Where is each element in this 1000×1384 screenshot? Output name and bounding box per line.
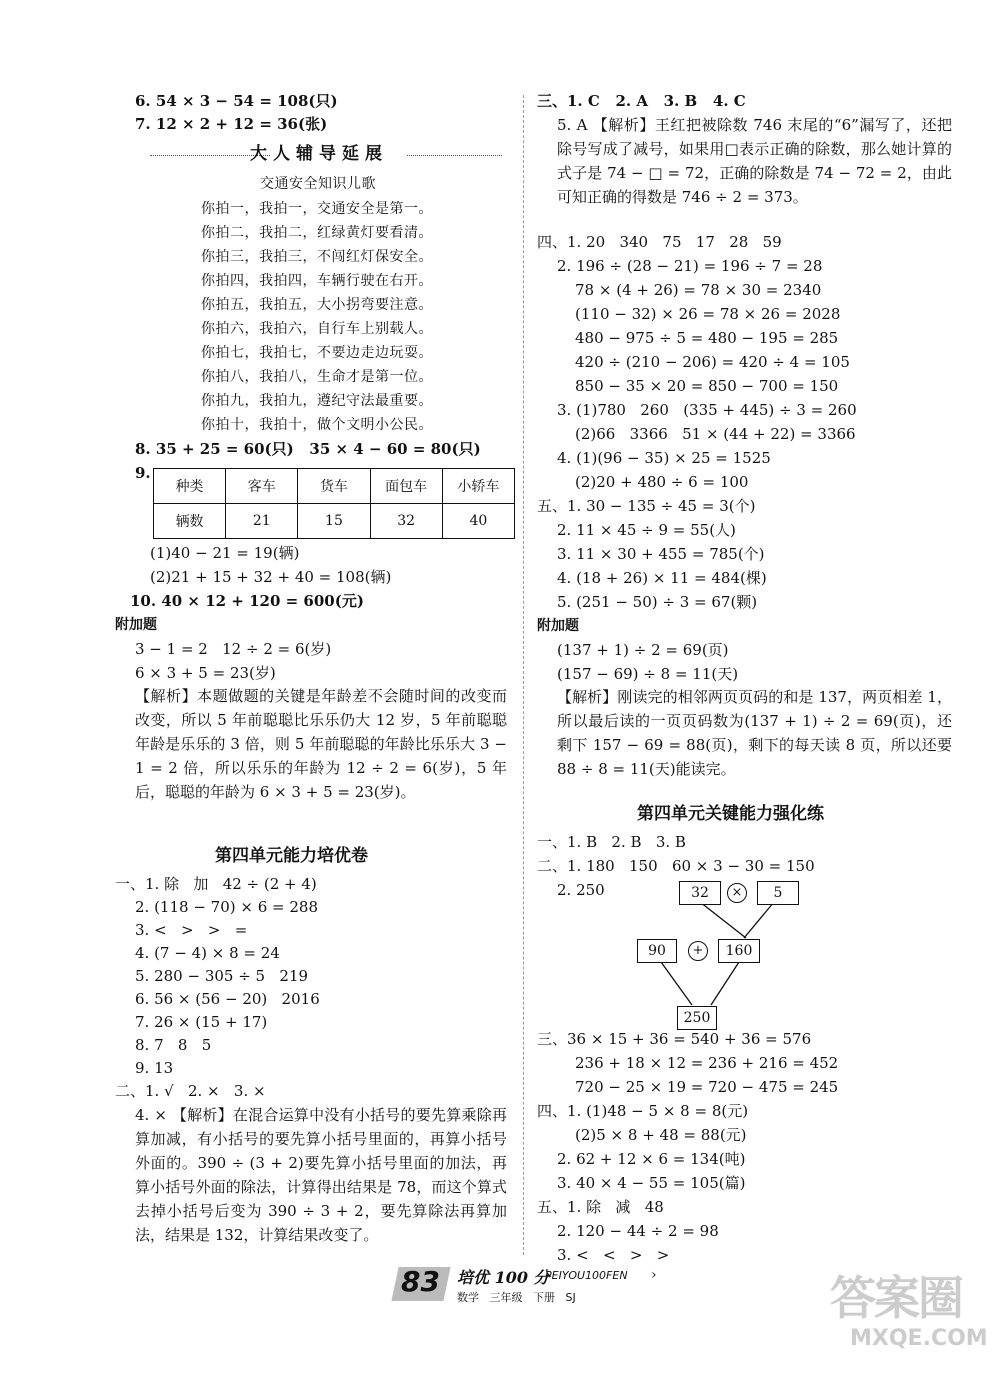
r-line: (157 − 69) ÷ 8 = 11(天): [557, 665, 739, 683]
watermark: [820, 1262, 988, 1372]
answer-7: 7. 12 × 2 + 12 = 36(张): [135, 115, 328, 133]
table-cell: 15: [298, 504, 370, 539]
q-line: 五、1. 除 减 48: [537, 1198, 664, 1216]
poem-line: 你拍一，我拍一，交通安全是第一。: [201, 201, 433, 217]
poem-line: 你拍九，我拍九，遵纪守法最重要。: [201, 393, 433, 409]
s2-line: 二、1. √ 2. × 3. ×: [115, 1082, 266, 1100]
section-title: 第四单元关键能力强化练: [637, 804, 824, 824]
extra-title: 附加题: [537, 618, 579, 634]
answer-9-1: (1)40 − 21 = 19(辆): [150, 544, 300, 562]
table-row: [154, 469, 515, 504]
r-line: (2)66 3366 51 × (44 + 22) = 3366: [575, 425, 856, 443]
q-line: 一、1. B 2. B 3. B: [537, 833, 686, 851]
table-cell: 21: [226, 504, 298, 539]
r-line: 3. 11 × 30 + 455 = 785(个): [557, 545, 765, 563]
operation-diagram: [632, 880, 832, 1030]
s2-line: 8. 7 8 5: [135, 1036, 212, 1054]
table-header: 货车: [298, 469, 370, 504]
q-line: 四、1. (1)48 − 5 × 8 = 8(元): [537, 1102, 749, 1120]
table-cell: 32: [370, 504, 442, 539]
q-line: 720 − 25 × 19 = 720 − 475 = 245: [575, 1078, 839, 1096]
answer-8: 8. 35 + 25 = 60(只) 35 × 4 − 60 = 80(只): [135, 440, 481, 458]
extra-title: 附加题: [115, 617, 157, 633]
r-line: 850 − 35 × 20 = 850 − 700 = 150: [575, 377, 839, 395]
s2-explanation: 4. × 【解析】在混合运算中没有小括号的要先算乘除再算加减，有小括号的要先算小括号里面的，再算小括号外面的。390 ÷ (3 + 2)要先算小括号里面的加法，再算小括号外面的除法，计算得出结果是 78，而这个算式去掉小括号后变为 390 ÷ 3 + 2，要先算除法再算加法，结果是 132，计算结果改变了。: [135, 1106, 507, 1244]
r-line: 3. (1)780 260 (335 + 445) ÷ 3 = 260: [557, 401, 857, 419]
section-title: 第四单元能力培优卷: [215, 846, 368, 866]
page-footer: [395, 1265, 695, 1315]
r-line: (137 + 1) ÷ 2 = 69(页): [557, 641, 729, 659]
diagram-box-a: 32: [679, 881, 721, 905]
table-header: 面包车: [370, 469, 442, 504]
q-line: 2. 120 − 44 ÷ 2 = 98: [557, 1222, 719, 1240]
r-line: (2)20 + 480 ÷ 6 = 100: [575, 473, 749, 491]
page-number: 83: [401, 1265, 440, 1298]
diagram-box-b: 5: [757, 881, 799, 905]
s2-line: 7. 26 × (15 + 17): [135, 1013, 268, 1031]
s2-line: 2. (118 − 70) × 6 = 288: [135, 898, 318, 916]
vehicle-table: [153, 468, 515, 539]
q-line: 2. 62 + 12 × 6 = 134(吨): [557, 1150, 746, 1168]
answer-9-2: (2)21 + 15 + 32 + 40 = 108(辆): [150, 568, 392, 586]
r-line: 420 ÷ (210 − 206) = 420 ÷ 4 = 105: [575, 353, 850, 371]
poem-line: 你拍六，我拍六，自行车上别载人。: [201, 321, 433, 337]
r-line: 4. (1)(96 − 35) × 25 = 1525: [557, 449, 771, 467]
footer-subtitle: 数学 三年级 下册 SJ: [457, 1291, 576, 1304]
answer-9: 9.: [135, 464, 151, 482]
extra-line-1: 3 − 1 = 2 12 ÷ 2 = 6(岁): [135, 640, 332, 658]
q-line: 三、36 × 15 + 36 = 540 + 36 = 576: [537, 1030, 812, 1048]
s2-line: 6. 56 × (56 − 20) 2016: [135, 990, 320, 1008]
poem-line: 你拍二，我拍二，红绿黄灯要看清。: [201, 225, 433, 241]
r-explanation: 【解析】刚读完的相邻两页页码的和是 137，两页相差 1，所以最后读的一页页码数为(137 + 1) ÷ 2 = 69(页)，还剩下 157 − 69 = 88(页)，剩下的每天读 8 页，所以还要 88 ÷ 8 = 11(天)能读完。: [557, 688, 952, 778]
r-line: 78 × (4 + 26) = 78 × 30 = 2340: [575, 281, 822, 299]
column-divider: [523, 95, 524, 1255]
r-line: 4. (18 + 26) × 11 = 484(棵): [557, 569, 767, 587]
poem-line: 你拍十，我拍十，做个文明小公民。: [201, 417, 433, 433]
q-line: 二、1. 180 150 60 × 3 − 30 = 150: [537, 857, 815, 875]
q-line: 2. 250: [557, 881, 605, 899]
plus-icon: +: [688, 941, 708, 961]
table-header: 种类: [154, 469, 226, 504]
s2-line: 5. 280 − 305 ÷ 5 219: [135, 967, 309, 985]
r-line: 三、1. C 2. A 3. B 4. C: [537, 92, 746, 110]
extra-line-2: 6 × 3 + 5 = 23(岁): [135, 664, 276, 682]
r-line: 2. 11 × 45 ÷ 9 = 55(人): [557, 521, 736, 539]
s2-line: 一、1. 除 加 42 ÷ (2 + 4): [115, 875, 317, 893]
watermark-url: MXQE.COM: [850, 1326, 988, 1351]
q-line: 236 + 18 × 12 = 236 + 216 = 452: [575, 1054, 839, 1072]
answer-10: 10. 40 × 12 + 120 = 600(元): [130, 592, 364, 610]
q-line: (2)5 × 8 + 48 = 88(元): [575, 1126, 747, 1144]
diagram-box-d: 160: [718, 939, 760, 963]
poem-line: 你拍八，我拍八，生命才是第一位。: [201, 369, 433, 385]
table-header: 客车: [226, 469, 298, 504]
poem-line: 你拍四，我拍四，车辆行驶在右开。: [201, 273, 433, 289]
brand-name: 培优 100 分: [457, 1268, 550, 1287]
s2-line: 3. < > > =: [135, 921, 248, 939]
poem-line: 你拍五，我拍五，大小拐弯要注意。: [201, 297, 433, 313]
poem-title: 交通安全知识儿歌: [260, 176, 376, 192]
r-line: 480 − 975 ÷ 5 = 480 − 195 = 285: [575, 329, 839, 347]
q-line: 3. < < > >: [557, 1246, 670, 1264]
extension-title: 大人辅导延展: [250, 144, 388, 164]
r-line: 2. 196 ÷ (28 − 21) = 196 ÷ 7 = 28: [557, 257, 823, 275]
answer-6: 6. 54 × 3 − 54 = 108(只): [135, 92, 338, 110]
multiply-icon: ×: [727, 883, 747, 903]
table-cell: 40: [442, 504, 514, 539]
poem-line: 你拍三，我拍三，不闯红灯保安全。: [201, 249, 433, 265]
diagram-box-c: 90: [637, 939, 677, 963]
r-line: 5. (251 − 50) ÷ 3 = 67(颗): [557, 593, 758, 611]
s2-line: 4. (7 − 4) × 8 = 24: [135, 944, 280, 962]
table-row: [154, 504, 515, 539]
r-line: 五、1. 30 − 135 ÷ 45 = 3(个): [537, 497, 756, 515]
arrow-icon: ›: [651, 1267, 657, 1283]
r-line: 四、1. 20 340 75 17 28 59: [537, 233, 782, 251]
brand-latin: PEIYOU100FEN: [545, 1269, 628, 1282]
extra-explanation: 【解析】本题做题的关键是年龄差不会随时间的改变而改变，所以 5 年前聪聪比乐乐仍大 12 岁，5 年前聪聪年龄是乐乐的 3 倍，则 5 年前聪聪的年龄比乐乐大 3 − 1 = 2 倍，所以乐乐的年龄为 12 ÷ 2 = 6(岁)，5 年后，聪聪的年龄为 6 × 3 + 5 = 23(岁)。: [135, 687, 507, 801]
table-header: 小轿车: [442, 469, 514, 504]
q-line: 3. 40 × 4 − 55 = 105(篇): [557, 1174, 746, 1192]
s2-line: 9. 13: [135, 1059, 174, 1077]
diagram-box-e: 250: [677, 1006, 717, 1030]
r-line: (110 − 32) × 26 = 78 × 26 = 2028: [575, 305, 841, 323]
watermark-logo: 答案圈: [830, 1271, 962, 1325]
r-explanation: 5. A 【解析】王红把被除数 746 末尾的“6”漏写了，还把除号写成了减号，如果用□表示正确的除数，那么她计算的式子是 74 − □ = 72，正确的除数是 74 − 72 = 2，由此可知正确的得数是 746 ÷ 2 = 373。: [557, 116, 952, 206]
table-cell: 辆数: [154, 504, 226, 539]
poem-line: 你拍七，我拍七，不要边走边玩耍。: [201, 345, 433, 361]
title-rule-right: [407, 155, 502, 156]
